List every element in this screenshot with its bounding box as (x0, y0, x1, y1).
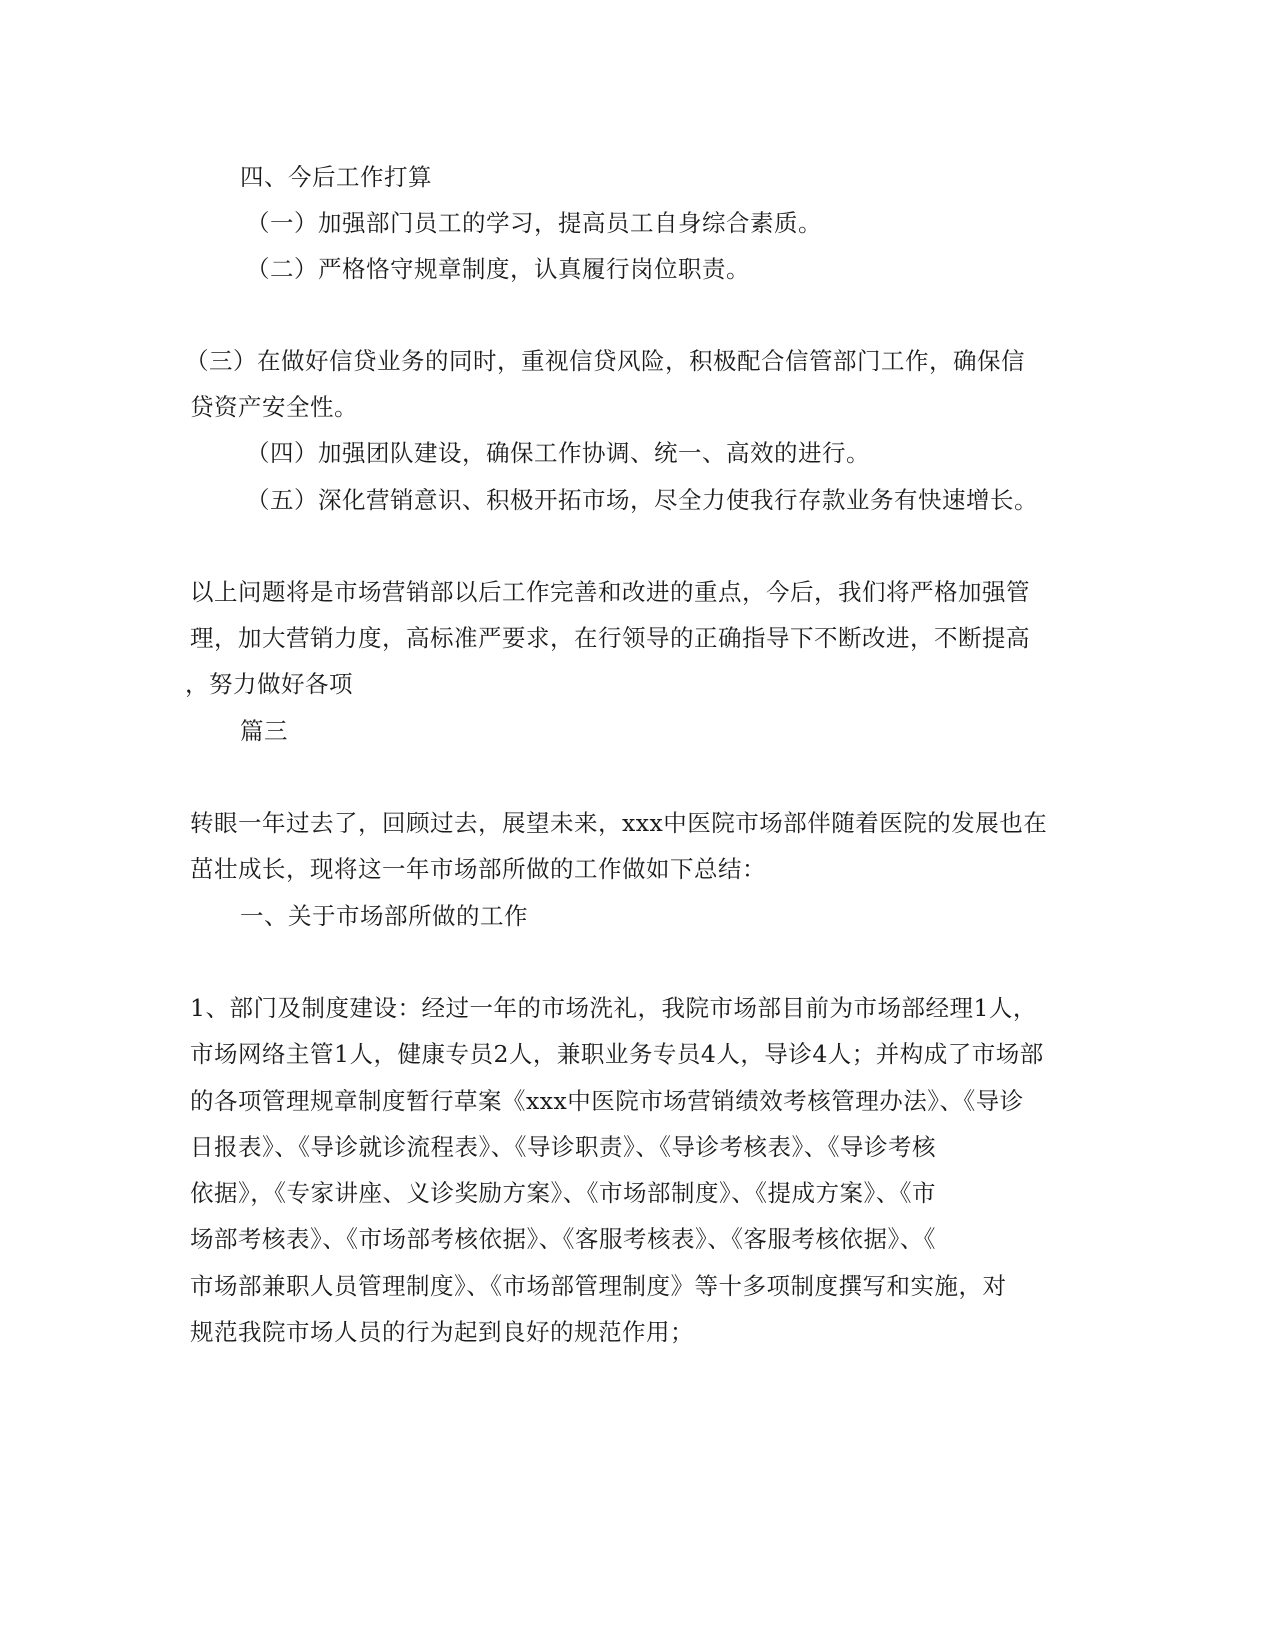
body-line-7: 市场部兼职人员管理制度》、《市场部管理制度》等十多项制度撰写和实施，对 (190, 1272, 1007, 1300)
plan-item-2: （二）严格恪守规章制度，认真履行岗位职责。 (246, 255, 750, 283)
body-line-6: 场部考核表》、《市场部考核依据》、《客服考核表》、《客服考核依据》、《 (190, 1225, 936, 1253)
conclusion-line-2: 理，加大营销力度，高标准严要求，在行领导的正确指导下不断改进，不断提高 (190, 624, 1030, 652)
part-three-heading: 篇三 (240, 717, 288, 745)
body-line-4: 日报表》、《导诊就诊流程表》、《导诊职责》、《导诊考核表》、《导诊考核 (190, 1133, 936, 1161)
conclusion-line-1: 以上问题将是市场营销部以后工作完善和改进的重点，今后，我们将严格加强管 (190, 578, 1030, 606)
body-line-8: 规范我院市场人员的行为起到良好的规范作用； (190, 1318, 694, 1346)
intro-line-1: 转眼一年过去了，回顾过去，展望未来，xxx中医院市场部伴随着医院的发展也在 (190, 809, 1048, 837)
subsection-heading: 一、关于市场部所做的工作 (240, 902, 528, 930)
plan-item-4: （四）加强团队建设，确保工作协调、统一、高效的进行。 (246, 439, 870, 467)
section-heading: 四、今后工作打算 (240, 163, 432, 191)
intro-line-2: 茁壮成长，现将这一年市场部所做的工作做如下总结： (190, 855, 766, 883)
body-line-2: 市场网络主管1人，健康专员2人，兼职业务专员4人，导诊4人；并构成了市场部 (190, 1040, 1044, 1068)
plan-item-5: （五）深化营销意识、积极开拓市场，尽全力使我行存款业务有快速增长。 (246, 486, 1038, 514)
conclusion-line-3: ，努力做好各项 (185, 670, 353, 698)
body-line-1: 1、部门及制度建设：经过一年的市场洗礼，我院市场部目前为市场部经理1人， (190, 994, 1037, 1022)
plan-item-1: （一）加强部门员工的学习，提高员工自身综合素质。 (246, 209, 822, 237)
plan-item-3-line-1: （三）在做好信贷业务的同时，重视信贷风险，积极配合信管部门工作，确保信 (185, 347, 1025, 375)
body-line-5: 依据》，《专家讲座、义诊奖励方案》、《市场部制度》、《提成方案》、《市 (190, 1179, 936, 1207)
plan-item-3-line-2: 贷资产安全性。 (190, 393, 358, 421)
body-line-3: 的各项管理规章制度暂行草案《xxx中医院市场营销绩效考核管理办法》、《导诊 (190, 1087, 1024, 1115)
